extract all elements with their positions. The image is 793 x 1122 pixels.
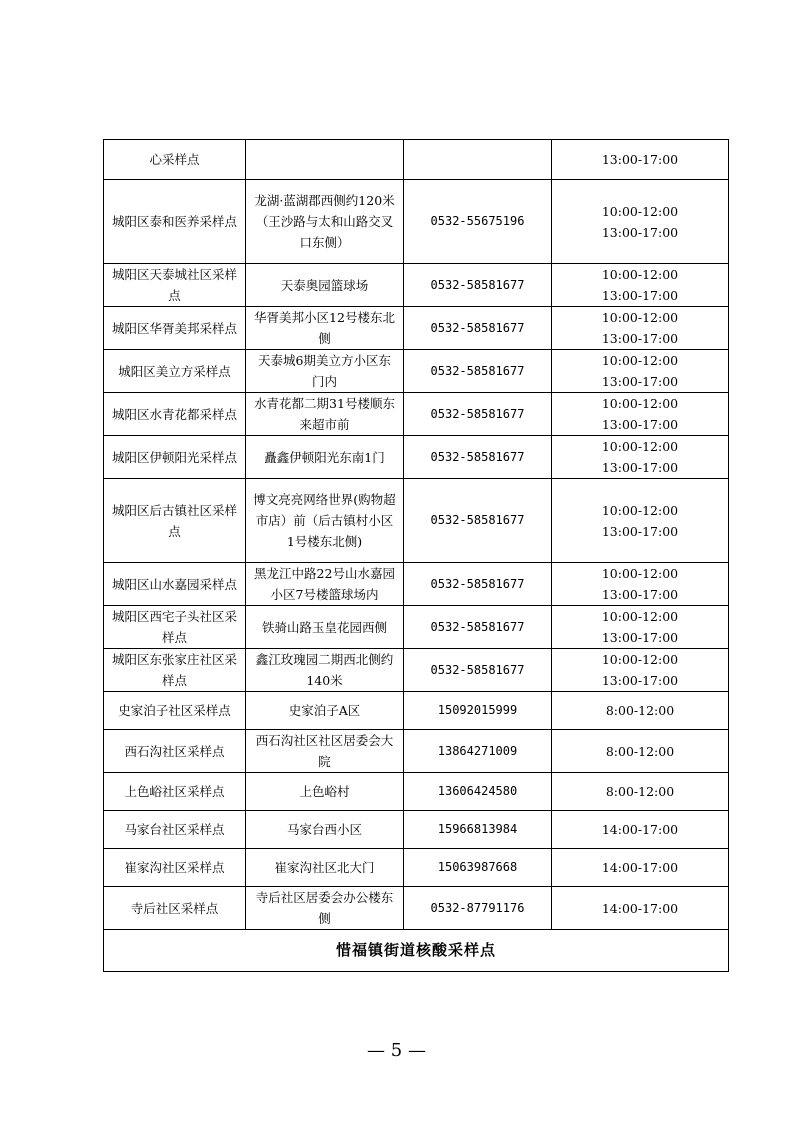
table-row: [104, 393, 729, 436]
site-phone: 15092015999: [404, 692, 552, 730]
table-row: [104, 563, 729, 606]
section-title: 惜福镇街道核酸采样点: [104, 930, 729, 972]
table-row: [104, 773, 729, 811]
table-row: [104, 730, 729, 773]
site-name: 城阳区美立方采样点: [104, 350, 246, 393]
site-phone: 0532-58581677: [404, 264, 552, 307]
table-row: [104, 649, 729, 692]
site-name: 城阳区伊顿阳光采样点: [104, 436, 246, 479]
site-hours: 10:00-12:00 13:00-17:00: [552, 479, 729, 563]
site-address: [246, 140, 404, 180]
site-address: 天泰奥园篮球场: [246, 264, 404, 307]
site-address: 博文亮亮网络世界(购物超市店）前（后古镇村小区1号楼东北侧): [246, 479, 404, 563]
site-hours: 14:00-17:00: [552, 811, 729, 849]
site-phone: 0532-58581677: [404, 563, 552, 606]
site-hours: 10:00-12:00 13:00-17:00: [552, 436, 729, 479]
site-name: 西石沟社区采样点: [104, 730, 246, 773]
site-phone: 0532-58581677: [404, 350, 552, 393]
site-hours: 8:00-12:00: [552, 730, 729, 773]
site-address: 上色峪村: [246, 773, 404, 811]
site-phone: 0532-87791176: [404, 887, 552, 930]
table-row: [104, 479, 729, 563]
site-phone: 15063987668: [404, 849, 552, 887]
site-name: 城阳区西宅子头社区采样点: [104, 606, 246, 649]
table-row: [104, 180, 729, 264]
table-row: [104, 140, 729, 180]
site-name: 寺后社区采样点: [104, 887, 246, 930]
site-hours: 10:00-12:00 13:00-17:00: [552, 606, 729, 649]
site-address: 崔家沟社区北大门: [246, 849, 404, 887]
site-phone: [404, 140, 552, 180]
site-address: 黑龙江中路22号山水嘉园小区7号楼篮球场内: [246, 563, 404, 606]
site-name: 史家泊子社区采样点: [104, 692, 246, 730]
table-row: [104, 350, 729, 393]
section-header-row: [104, 930, 729, 972]
site-phone: 0532-58581677: [404, 307, 552, 350]
site-hours: 10:00-12:00 13:00-17:00: [552, 393, 729, 436]
site-hours: 13:00-17:00: [552, 140, 729, 180]
page-number: — 5 —: [367, 1040, 426, 1061]
site-hours: 10:00-12:00 13:00-17:00: [552, 180, 729, 264]
site-address: 华胥美邦小区12号楼东北侧: [246, 307, 404, 350]
site-address: 天泰城6期美立方小区东门内: [246, 350, 404, 393]
site-address: 西石沟社区社区居委会大院: [246, 730, 404, 773]
site-hours: 10:00-12:00 13:00-17:00: [552, 649, 729, 692]
site-name: 崔家沟社区采样点: [104, 849, 246, 887]
site-hours: 14:00-17:00: [552, 849, 729, 887]
site-hours: 10:00-12:00 13:00-17:00: [552, 307, 729, 350]
sampling-sites-table: [103, 139, 729, 972]
site-phone: 13606424580: [404, 773, 552, 811]
site-hours: 14:00-17:00: [552, 887, 729, 930]
site-name: 城阳区华胥美邦采样点: [104, 307, 246, 350]
site-phone: 0532-55675196: [404, 180, 552, 264]
site-address: 水青花都二期31号楼顺东来超市前: [246, 393, 404, 436]
site-name: 心采样点: [104, 140, 246, 180]
site-hours: 10:00-12:00 13:00-17:00: [552, 264, 729, 307]
site-phone: 13864271009: [404, 730, 552, 773]
site-name: 上色峪社区采样点: [104, 773, 246, 811]
site-phone: 0532-58581677: [404, 479, 552, 563]
site-name: 城阳区后古镇社区采样点: [104, 479, 246, 563]
site-name: 城阳区泰和医养采样点: [104, 180, 246, 264]
table-row: [104, 887, 729, 930]
site-hours: 10:00-12:00 13:00-17:00: [552, 563, 729, 606]
site-name: 城阳区天泰城社区采样点: [104, 264, 246, 307]
site-address: 史家泊子A区: [246, 692, 404, 730]
site-phone: 15966813984: [404, 811, 552, 849]
site-address: 龙湖·蓝湖郡西侧约120米（王沙路与太和山路交叉口东侧）: [246, 180, 404, 264]
table-row: [104, 849, 729, 887]
table-row: [104, 307, 729, 350]
site-phone: 0532-58581677: [404, 436, 552, 479]
site-address: 矗鑫伊顿阳光东南1门: [246, 436, 404, 479]
table-row: [104, 436, 729, 479]
table-row: [104, 264, 729, 307]
site-hours: 8:00-12:00: [552, 773, 729, 811]
site-address: 鑫江玫瑰园二期西北侧约140米: [246, 649, 404, 692]
site-phone: 0532-58581677: [404, 393, 552, 436]
site-name: 马家台社区采样点: [104, 811, 246, 849]
site-phone: 0532-58581677: [404, 649, 552, 692]
site-address: 马家台西小区: [246, 811, 404, 849]
site-address: 铁骑山路玉皇花园西侧: [246, 606, 404, 649]
site-phone: 0532-58581677: [404, 606, 552, 649]
table-row: [104, 811, 729, 849]
site-hours: 10:00-12:00 13:00-17:00: [552, 350, 729, 393]
site-name: 城阳区水青花都采样点: [104, 393, 246, 436]
site-name: 城阳区东张家庄社区采样点: [104, 649, 246, 692]
site-address: 寺后社区居委会办公楼东侧: [246, 887, 404, 930]
table-row: [104, 692, 729, 730]
site-name: 城阳区山水嘉园采样点: [104, 563, 246, 606]
table-row: [104, 606, 729, 649]
site-hours: 8:00-12:00: [552, 692, 729, 730]
